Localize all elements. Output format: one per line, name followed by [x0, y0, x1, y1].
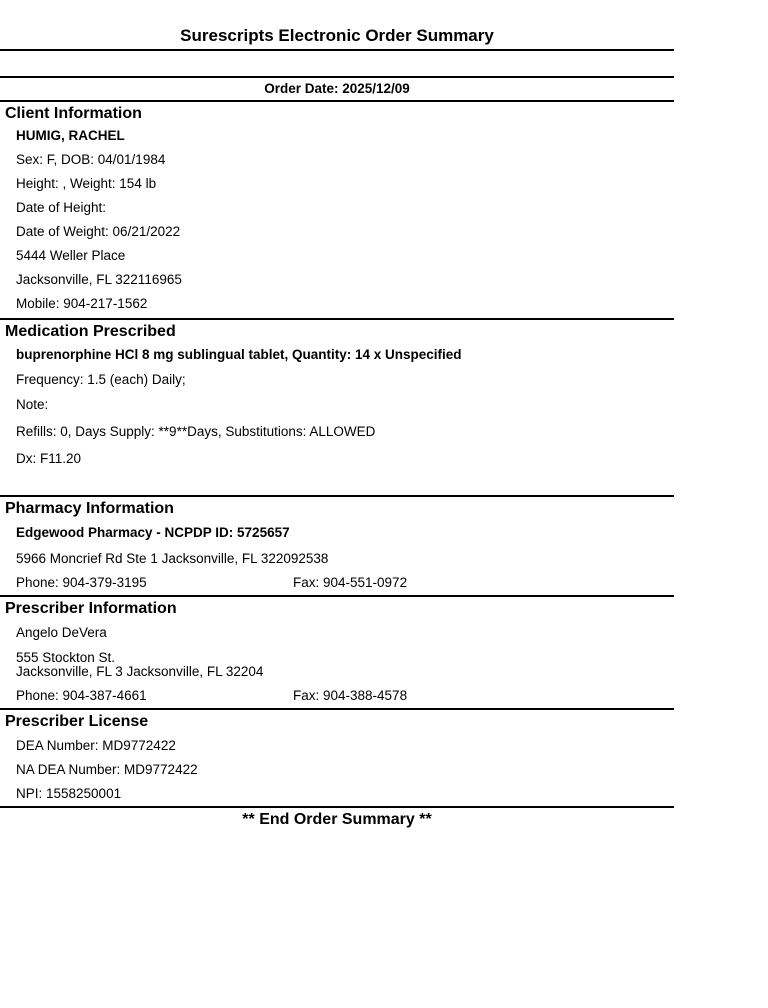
section-heading-pharmacy: Pharmacy Information: [5, 500, 174, 517]
license-dea-number: DEA Number: MD9772422: [16, 738, 176, 753]
medication-prescribed-section: [0, 320, 674, 471]
medication-frequency: Frequency: 1.5 (each) Daily;: [16, 372, 186, 387]
patient-name: HUMIG, RACHEL: [16, 128, 125, 143]
medication-note: Note:: [16, 397, 49, 412]
prescriber-phone-fax-row: [0, 684, 674, 708]
patient-height-weight: Height: , Weight: 154 lb: [16, 176, 157, 191]
patient-date-of-height: Date of Height:: [16, 200, 107, 215]
section-heading-license: Prescriber License: [5, 713, 149, 730]
pharmacy-fax: Fax: 904-551-0972: [293, 575, 408, 590]
medication-drug-line: buprenorphine HCl 8 mg sublingual tablet, Quantity: 14 x Unspecified: [16, 347, 462, 362]
prescriber-name: Angelo DeVera: [16, 625, 107, 640]
prescriber-fax: Fax: 904-388-4578: [293, 688, 408, 703]
document-content: [0, 26, 674, 831]
end-order-summary-marker: ** End Order Summary **: [242, 811, 432, 828]
medication-dx: Dx: F11.20: [16, 451, 82, 466]
patient-address-line2: Jacksonville, FL 322116965: [16, 272, 182, 287]
pharmacy-phone: Phone: 904-379-3195: [16, 575, 147, 590]
prescriber-address: [0, 651, 674, 679]
patient-address-line1: 5444 Weller Place: [16, 248, 126, 263]
prescriber-address-line1: 555 Stockton St.: [16, 650, 116, 665]
prescriber-information-section: [0, 597, 674, 708]
license-npi: NPI: 1558250001: [16, 786, 122, 801]
medication-refills: Refills: 0, Days Supply: **9**Days, Substitutions: ALLOWED: [16, 424, 376, 439]
pharmacy-phone-fax-row: [0, 571, 674, 595]
patient-date-of-weight: Date of Weight: 06/21/2022: [16, 224, 181, 239]
divider: [0, 806, 674, 808]
patient-sex-dob: Sex: F, DOB: 04/01/1984: [16, 152, 166, 167]
pharmacy-information-section: [0, 497, 674, 595]
client-information-section: [0, 102, 674, 316]
order-date: Order Date: 2025/12/09: [264, 81, 410, 96]
pharmacy-name-ncpdp: Edgewood Pharmacy - NCPDP ID: 5725657: [16, 525, 290, 540]
prescriber-address-line2: Jacksonville, FL 3 Jacksonville, FL 32204: [16, 664, 264, 679]
license-na-dea-number: NA DEA Number: MD9772422: [16, 762, 198, 777]
section-heading-medication: Medication Prescribed: [5, 323, 176, 340]
section-heading-client: Client Information: [5, 105, 142, 122]
section-heading-prescriber: Prescriber Information: [5, 600, 177, 617]
prescriber-phone: Phone: 904-387-4661: [16, 688, 147, 703]
divider: [0, 49, 674, 51]
prescriber-license-section: [0, 710, 674, 806]
patient-mobile: Mobile: 904-217-1562: [16, 296, 148, 311]
document-title: Surescripts Electronic Order Summary: [180, 26, 494, 45]
pharmacy-address: 5966 Moncrief Rd Ste 1 Jacksonville, FL 322092538: [16, 551, 329, 566]
